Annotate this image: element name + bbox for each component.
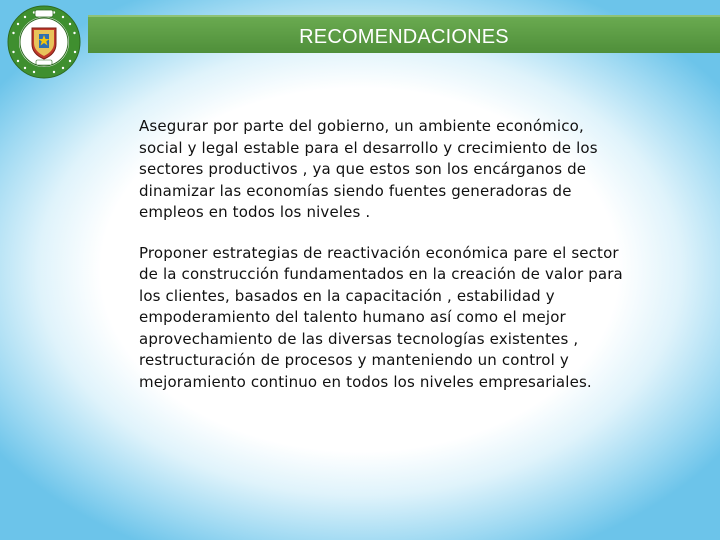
page-title: RECOMENDACIONES <box>299 26 509 48</box>
title-bar <box>88 15 720 53</box>
content-body <box>139 116 629 393</box>
university-seal-icon <box>6 4 82 80</box>
paragraph-1: Asegurar por parte del gobierno, un ambiente económico, social y legal estable para el desarrollo y crecimiento de los sectores productivos , ya que estos son los encárganos de dinamizar las economías siendo fuentes generadoras de empleos en todos los niveles . <box>139 117 598 221</box>
paragraph-2: Proponer estrategias de reactivación económica pare el sector de la construcción fundamentados en la creación de valor para los clientes, basados en la capacitación , estabilidad y empoderamiento del talento humano así como el mejor aprovechamiento de las diversas tecnologías existentes , restructuración de procesos y manteniendo un control y mejoramiento continuo en todos los niveles empresariales. <box>139 243 623 391</box>
